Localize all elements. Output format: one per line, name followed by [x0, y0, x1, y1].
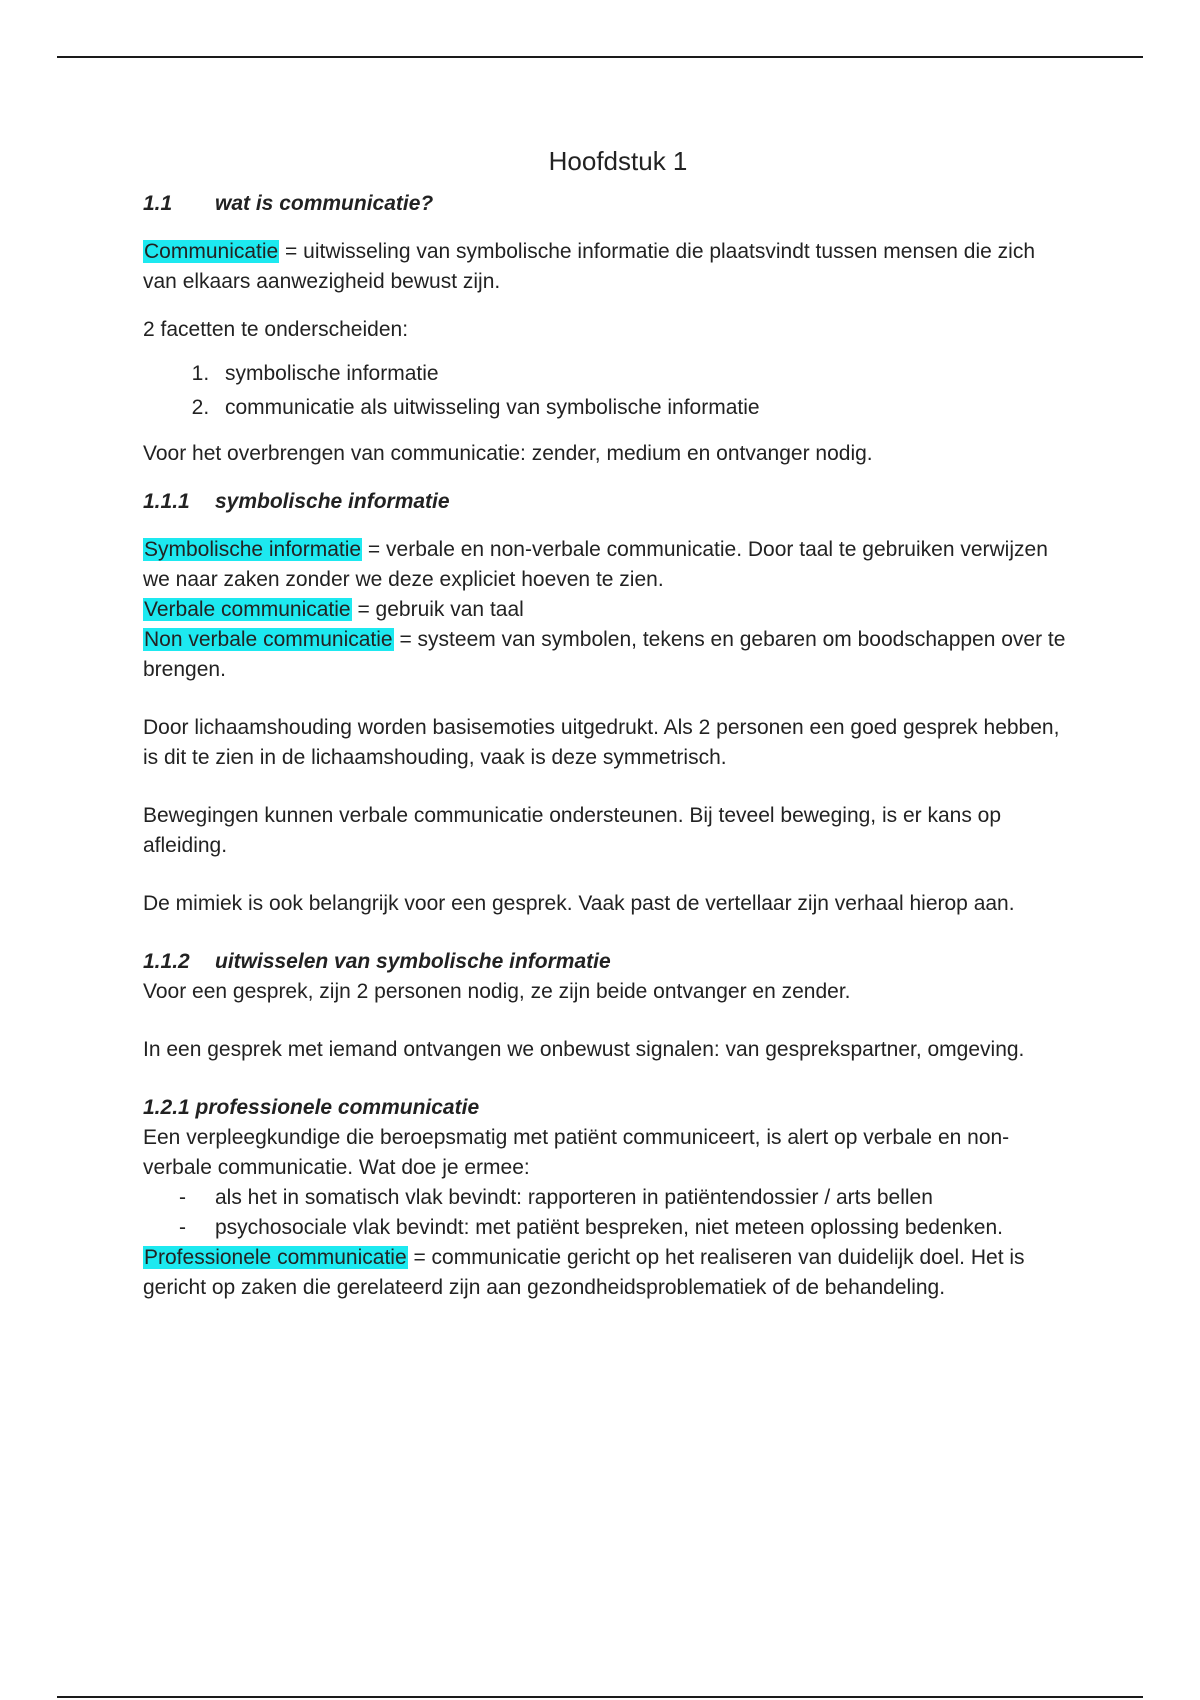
section-number: 1.1	[143, 192, 173, 215]
definition-non-verbale-communicatie	[143, 625, 1073, 685]
section-number: 1.1.2	[143, 950, 190, 973]
highlighted-term: Symbolische informatie	[144, 538, 362, 561]
section-heading-1-1-1	[143, 487, 1073, 517]
professional-intro: Een verpleegkundige die beroepsmatig met patiënt communiceert, is alert op verbale en non-verbale communicatie. Wat doe je ermee:	[143, 1126, 1010, 1179]
list-item	[143, 1183, 1073, 1213]
definition-professionele-communicatie	[143, 1243, 1073, 1303]
dash-bullet: -	[179, 1216, 186, 1239]
movement-paragraph: Bewegingen kunnen verbale communicatie ondersteunen. Bij teveel beweging, is er kans op afleiding.	[143, 804, 1002, 857]
list-item-text: psychosociale vlak bevindt: met patiënt bespreken, niet meteen oplossing bedenken.	[215, 1216, 1003, 1239]
definition-symbolische-informatie	[143, 535, 1073, 595]
list-item	[143, 1213, 1073, 1243]
facets-list	[143, 357, 1073, 425]
definition-text: = systeem van symbolen, tekens en gebaren om boodschappen over te brengen.	[143, 628, 1066, 681]
list-item: 1. symbolische informatie	[215, 357, 1073, 391]
footer-rule	[57, 1696, 1143, 1698]
list-item-text: als het in somatisch vlak bevindt: rapporteren in patiëntendossier / arts bellen	[215, 1186, 933, 1209]
posture-paragraph: Door lichaamshouding worden basisemoties uitgedrukt. Als 2 personen een goed gesprek hebben, is dit te zien in de lichaamshouding, vaak is deze symmetrisch.	[143, 716, 1060, 769]
document-body	[143, 143, 1073, 1303]
section-heading-1-1-2	[143, 947, 1073, 977]
transfer-paragraph: Voor het overbrengen van communicatie: zender, medium en ontvanger nodig.	[143, 442, 873, 465]
list-item: 2. communicatie als uitwisseling van symbolische informatie	[215, 391, 1073, 425]
highlighted-term: Professionele communicatie	[144, 1246, 407, 1269]
mimic-paragraph: De mimiek is ook belangrijk voor een gesprek. Vaak past de vertellaar zijn verhaal hierop aan.	[143, 892, 1015, 915]
section-heading-1-2-1: 1.2.1 professionele communicatie	[143, 1096, 480, 1119]
section-number: 1.1.1	[143, 490, 190, 513]
signals-paragraph: In een gesprek met iemand ontvangen we onbewust signalen: van gesprekspartner, omgeving.	[143, 1038, 1025, 1061]
highlighted-term: Communicatie	[144, 240, 279, 263]
header-rule	[57, 56, 1143, 58]
definition-communicatie	[143, 237, 1073, 297]
definition-text: = gebruik van taal	[351, 598, 524, 621]
section-title: symbolische informatie	[215, 490, 450, 513]
definition-text: = communicatie gericht op het realiseren van duidelijk doel. Het is gericht op zaken die gerelateerd zijn aan gezondheidsproblematiek of de behandeling.	[143, 1246, 1025, 1299]
definition-verbale-communicatie	[143, 595, 1073, 625]
facets-intro: 2 facetten te onderscheiden:	[143, 318, 409, 341]
chapter-title: Hoofdstuk 1	[548, 146, 688, 176]
definition-text: = verbale en non-verbale communicatie. Door taal te gebruiken verwijzen we naar zaken zonder we deze expliciet hoeven te zien.	[143, 538, 1048, 591]
conversation-paragraph: Voor een gesprek, zijn 2 personen nodig, ze zijn beide ontvanger en zender.	[143, 980, 851, 1003]
professional-bullet-list	[143, 1183, 1073, 1243]
section-title: wat is communicatie?	[215, 192, 434, 215]
dash-bullet: -	[179, 1186, 186, 1209]
section-title: uitwisselen van symbolische informatie	[215, 950, 611, 973]
highlighted-term: Non verbale communicatie	[144, 628, 393, 651]
definition-text: = uitwisseling van symbolische informatie die plaatsvindt tussen mensen die zich van elkaars aanwezigheid bewust zijn.	[143, 240, 1036, 293]
highlighted-term: Verbale communicatie	[144, 598, 351, 621]
section-heading-1-1	[143, 189, 1073, 219]
